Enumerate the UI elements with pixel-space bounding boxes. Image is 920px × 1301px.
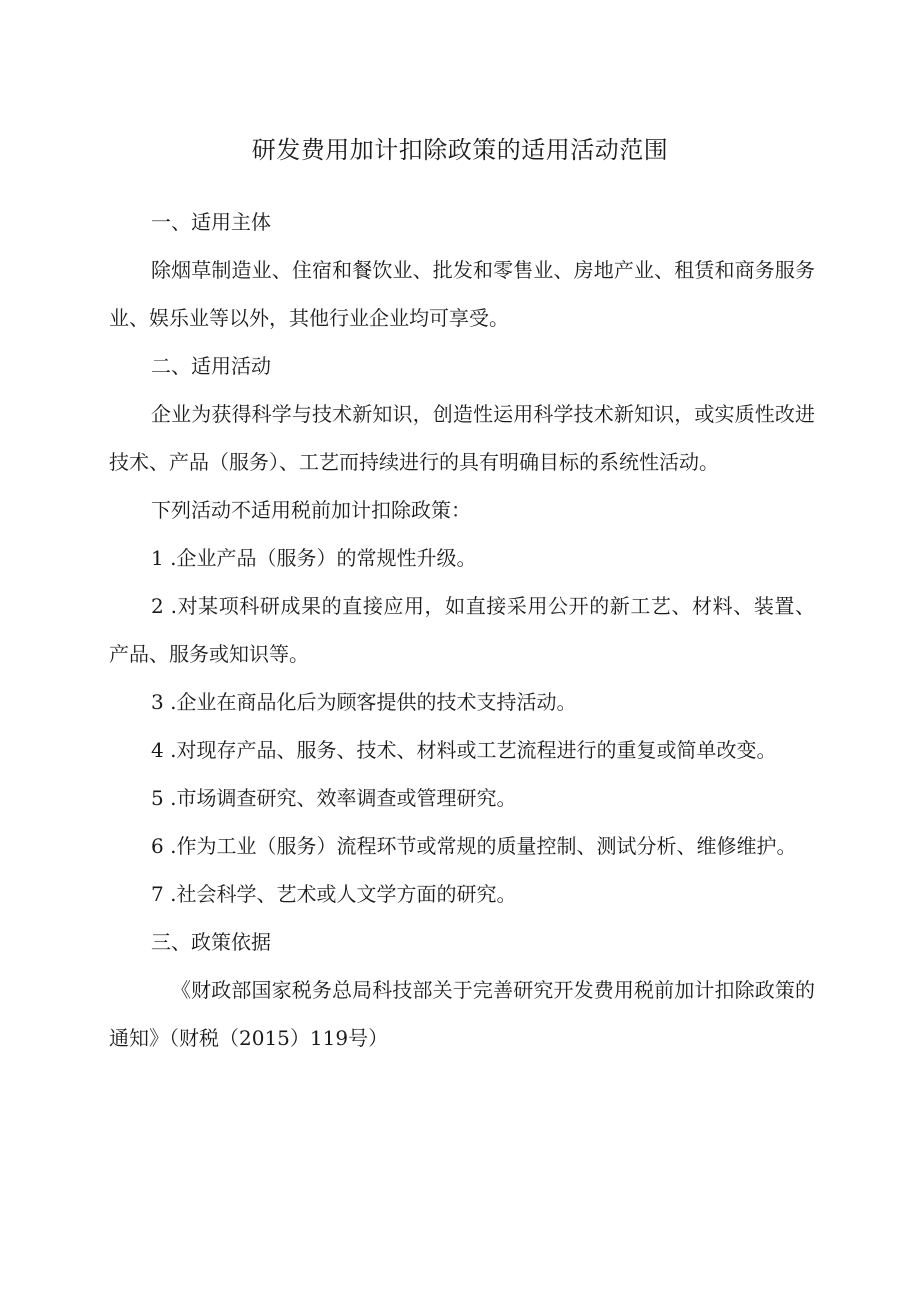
paragraph-activities: 企业为获得科学与技术新知识，创造性运用科学技术新知识，或实质性改进技术、产品（服务）、工艺而持续进行的具有明确目标的系统性活动。 — [109, 402, 815, 474]
paragraph-subject: 除烟草制造业、住宿和餐饮业、批发和零售业、房地产业、租赁和商务服务业、娱乐业等以外，其他行业企业均可享受。 — [109, 258, 815, 330]
list-item-2: 2 .对某项科研成果的直接应用，如直接采用公开的新工艺、材料、装置、产品、服务或知识等。 — [109, 594, 815, 666]
list-item-4: 4 .对现存产品、服务、技术、材料或工艺流程进行的重复或简单改变。 — [151, 738, 777, 762]
document-body — [109, 198, 815, 1062]
list-item-6: 6 .作为工业（服务）流程环节或常规的质量控制、测试分析、维修维护。 — [151, 834, 797, 858]
document-title: 研发费用加计扣除政策的适用活动范围 — [251, 136, 669, 164]
section-heading-subject: 一、适用主体 — [151, 210, 271, 234]
paragraph-exclusions-intro: 下列活动不适用税前加计扣除政策： — [151, 498, 471, 522]
list-item-3: 3 .企业在商品化后为顾客提供的技术支持活动。 — [151, 690, 577, 714]
section-heading-basis: 三、政策依据 — [151, 930, 271, 954]
list-item-5: 5 .市场调查研究、效率调查或管理研究。 — [151, 786, 517, 810]
section-heading-activities: 二、适用活动 — [151, 354, 271, 378]
paragraph-basis: 《财政部国家税务总局科技部关于完善研究开发费用税前加计扣除政策的通知》（财税（2015）119号） — [109, 978, 815, 1050]
list-item-1: 1 .企业产品（服务）的常规性升级。 — [151, 546, 477, 570]
list-item-7: 7 .社会科学、艺术或人文学方面的研究。 — [151, 882, 517, 906]
